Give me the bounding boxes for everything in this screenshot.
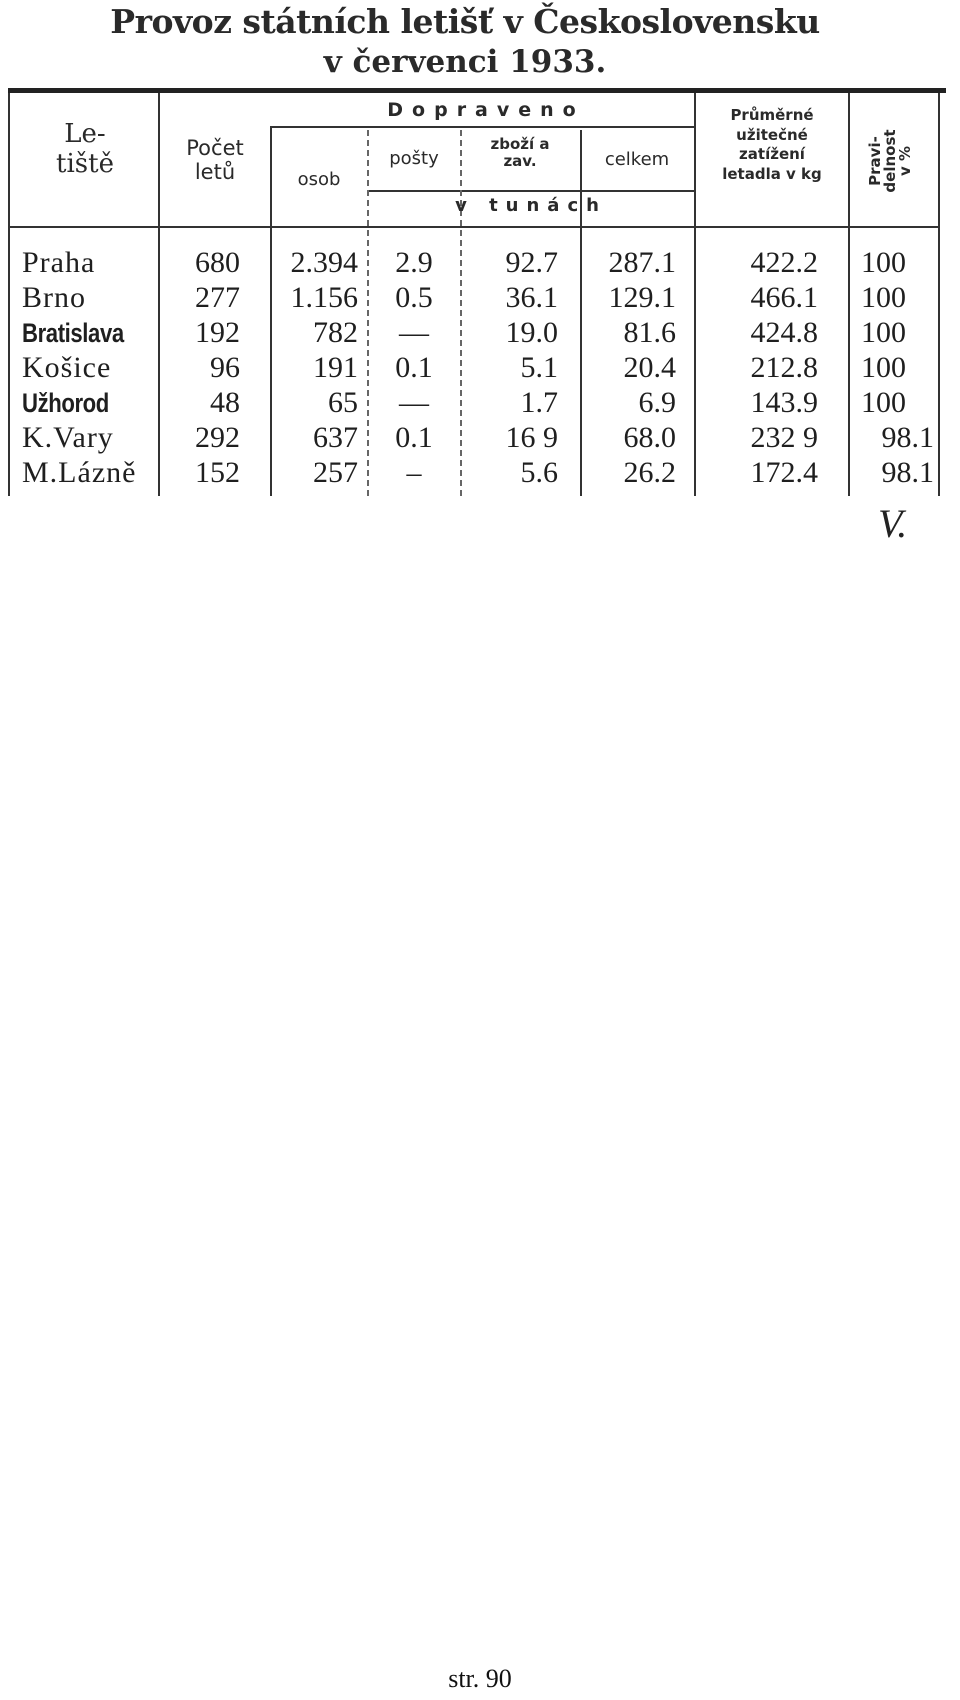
row-regularity: 100 [861, 351, 906, 384]
row-persons: 191 [313, 351, 358, 384]
row-total: 129.1 [608, 281, 676, 314]
row-mail: — [399, 386, 429, 419]
row-regularity: 100 [861, 281, 906, 314]
row-total: 68.0 [623, 421, 676, 454]
row-persons: 257 [313, 456, 358, 489]
col-line-right [938, 93, 940, 496]
row-load: 424.8 [750, 316, 818, 349]
row-flights: 48 [210, 386, 240, 419]
row-regularity: 100 [861, 246, 906, 279]
row-flights: 192 [195, 316, 240, 349]
row-goods: 5.6 [520, 456, 558, 489]
row-goods: 16 9 [505, 421, 558, 454]
col-line-left [8, 93, 10, 496]
row-mail: 2.9 [395, 246, 433, 279]
header-divider-units [368, 190, 694, 192]
row-mail: — [399, 316, 429, 349]
col-line-total [694, 93, 696, 496]
row-persons: 2.394 [290, 246, 358, 279]
row-name: Košice [22, 351, 112, 384]
row-flights: 292 [195, 421, 240, 454]
row-mail: 0.1 [395, 351, 433, 384]
header-letiste: Le- tiště [56, 119, 114, 179]
row-persons: 782 [313, 316, 358, 349]
row-persons: 637 [313, 421, 358, 454]
author-signature: V. [878, 501, 908, 546]
header-zbozi: zboží a zav. [490, 135, 550, 171]
header-pocet: Počet letů [186, 136, 244, 185]
row-flights: 680 [195, 246, 240, 279]
document-title-line2: v červenci 1933. [323, 44, 607, 80]
row-total: 287.1 [608, 246, 676, 279]
row-load: 212.8 [750, 351, 818, 384]
row-mail: 0.1 [395, 421, 433, 454]
page-number: str. 90 [448, 1664, 512, 1693]
row-regularity: 100 [861, 316, 906, 349]
row-total: 20.4 [623, 351, 676, 384]
row-flights: 277 [195, 281, 240, 314]
header-bottom-rule [8, 226, 938, 228]
top-rule [8, 88, 946, 93]
row-load: 172.4 [750, 456, 818, 489]
row-persons: 1.156 [290, 281, 358, 314]
row-name: M.Lázně [22, 456, 137, 489]
row-regularity: 98.1 [881, 456, 934, 489]
header-prumerne: Průměrné užitečné zatížení letadla v kg [722, 106, 822, 183]
row-name: K.Vary [22, 421, 114, 454]
row-load: 466.1 [750, 281, 818, 314]
row-mail: 0.5 [395, 281, 433, 314]
row-goods: 5.1 [520, 351, 558, 384]
row-goods: 1.7 [520, 386, 558, 419]
row-mail: – [406, 456, 422, 489]
row-goods: 36.1 [505, 281, 558, 314]
header-osob: osob [297, 169, 341, 190]
row-load: 422.2 [750, 246, 818, 279]
row-goods: 19.0 [505, 316, 558, 349]
row-name: Užhorod [22, 388, 109, 418]
row-name: Brno [22, 281, 86, 314]
header-dopraveno: Dopraveno [387, 99, 585, 121]
header-posty: pošty [389, 148, 439, 169]
row-goods: 92.7 [505, 246, 558, 279]
row-load: 232 9 [750, 421, 818, 454]
document-title-line1: Provoz státních letišť v Československu [110, 2, 820, 41]
header-celkem: celkem [604, 149, 670, 170]
row-name: Bratislava [22, 318, 124, 348]
row-flights: 152 [195, 456, 240, 489]
header-pravidelnost: Pravi- delnost v % [866, 129, 914, 193]
row-total: 6.9 [638, 386, 676, 419]
row-load: 143.9 [750, 386, 818, 419]
col-line-persons [367, 130, 369, 496]
row-regularity: 100 [861, 386, 906, 419]
row-total: 26.2 [623, 456, 676, 489]
row-flights: 96 [210, 351, 240, 384]
row-regularity: 98.1 [881, 421, 934, 454]
row-total: 81.6 [623, 316, 676, 349]
header-v-tunach: v tunách [455, 195, 607, 216]
row-name: Praha [22, 246, 96, 279]
row-persons: 65 [328, 386, 358, 419]
header-divider-dopraveno [272, 126, 694, 128]
